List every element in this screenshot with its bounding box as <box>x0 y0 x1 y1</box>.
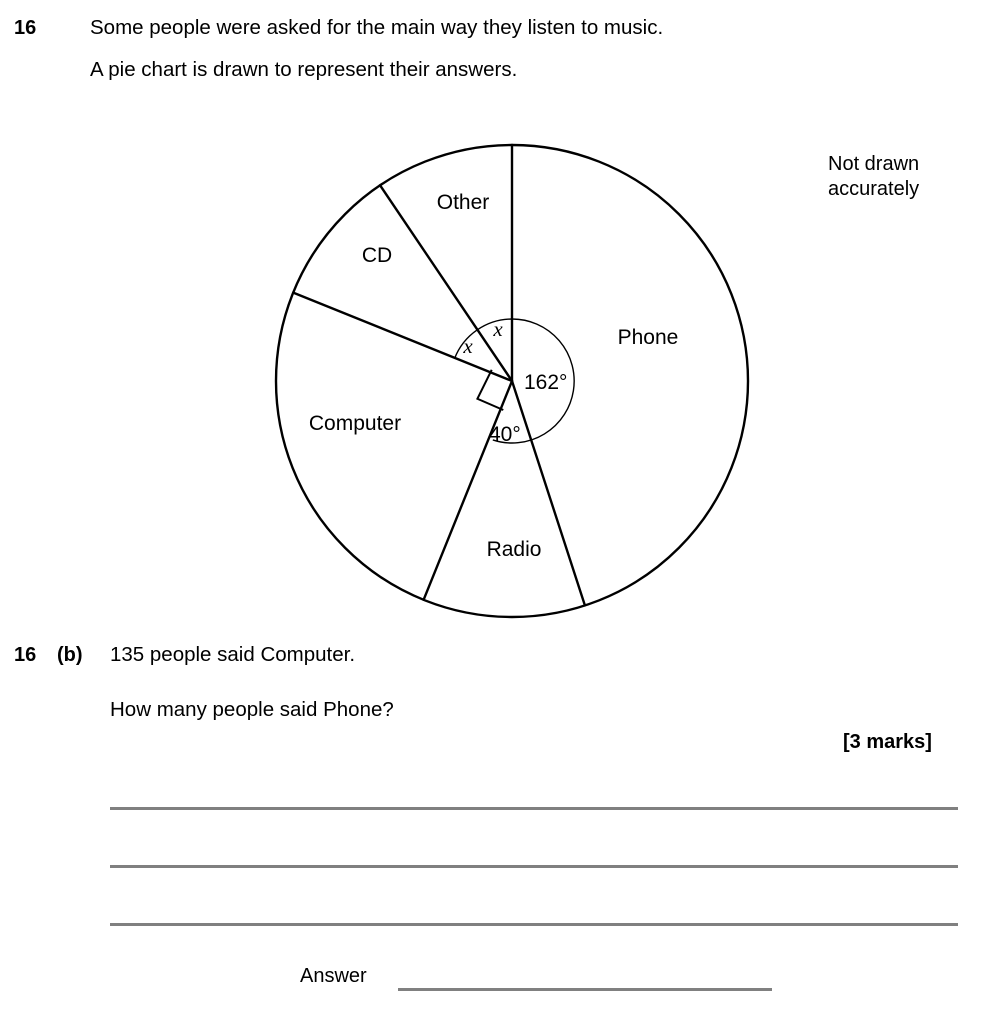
marks-allocation: [3 marks] <box>843 731 932 753</box>
question-number: 16 <box>14 17 37 39</box>
question-stem-line-1: Some people were asked for the main way they listen to music. <box>90 16 664 39</box>
pie-label-phone: Phone <box>617 326 679 349</box>
angle-label-x-other: x <box>493 317 503 341</box>
pie-label-other: Other <box>436 191 490 214</box>
answer-rule-line-1[interactable] <box>110 807 958 810</box>
pie-label-radio: Radio <box>486 538 542 561</box>
note-line-1: Not drawn <box>828 153 920 175</box>
pie-radius-phone-radio <box>512 381 585 605</box>
angle-label-162: 162° <box>524 371 568 394</box>
pie-radius-computer-cd <box>293 293 512 381</box>
question-stem-line-2: A pie chart is drawn to represent their answers. <box>90 58 518 81</box>
part-b-line-2: How many people said Phone? <box>110 698 394 721</box>
part-b-question-number: 16 <box>14 644 37 666</box>
pie-radius-cd-other <box>380 185 512 381</box>
pie-label-computer: Computer <box>308 412 402 435</box>
part-b-line-1: 135 people said Computer. <box>110 643 356 666</box>
pie-radius-radio-computer <box>424 381 512 600</box>
pie-label-cd: CD <box>361 244 393 267</box>
answer-rule-line-3[interactable] <box>110 923 958 926</box>
angle-label-x-cd: x <box>463 334 473 358</box>
angle-label-40: 40° <box>489 423 521 446</box>
part-b-label: (b) <box>57 644 83 666</box>
answer-rule-line-2[interactable] <box>110 865 958 868</box>
answer-label: Answer <box>300 965 367 987</box>
note-line-2: accurately <box>828 178 920 200</box>
answer-input-line[interactable] <box>398 988 772 991</box>
